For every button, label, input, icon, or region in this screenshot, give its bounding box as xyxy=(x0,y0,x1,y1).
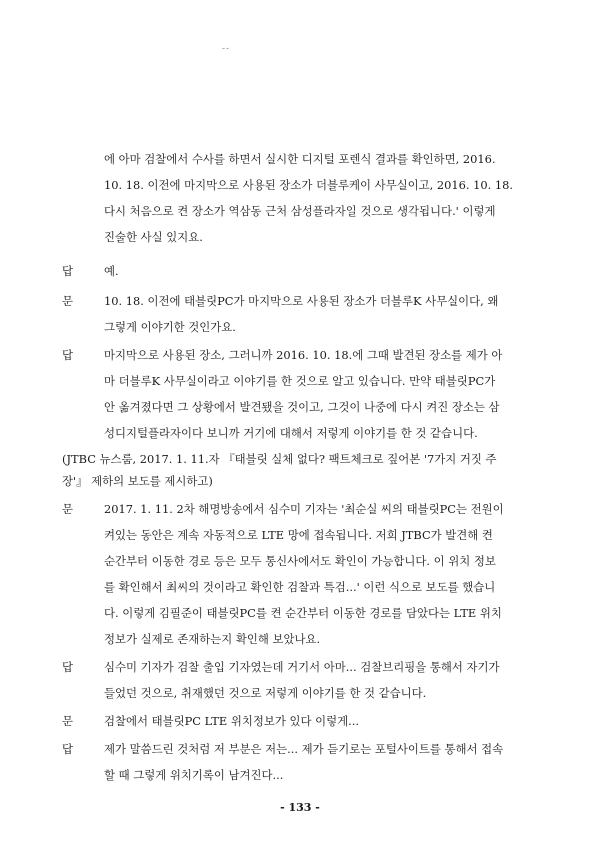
speaker-label: 답 xyxy=(62,660,74,674)
entry-line: 를 확인해서 최씨의 것이라고 확인한 검찰과 특검...' 이런 식으로 보도를 했습니 xyxy=(104,580,496,594)
intro-line: 에 아마 검찰에서 수사를 하면서 실시한 디지털 포렌식 결과를 확인하면, 2016. xyxy=(104,152,496,166)
entry-line: 심수미 기자가 검찰 출입 기자였는데 거기서 아마... 검찰브리핑을 통해서 자기가 xyxy=(104,660,500,674)
entry-line: 켜있는 동안은 계속 자동적으로 LTE 망에 접속됩니다. 저희 JTBC가 발견해 켠 xyxy=(104,528,493,542)
page-number: - 133 - xyxy=(280,801,320,814)
entry-line: 제가 말씀드린 것처럼 저 부분은 저는... 제가 듣기로는 포털사이트를 통해서 접속 xyxy=(104,742,504,756)
speaker-label: 답 xyxy=(62,742,74,756)
speaker-label: 답 xyxy=(62,348,74,362)
entry-line: 성디지털플라자이다 보니까 거기에 대해서 저렇게 이야기를 한 것 같습니다. xyxy=(104,426,478,440)
entry-line: 예. xyxy=(104,264,119,278)
entry-line: 마지막으로 사용된 장소, 그러니까 2016. 10. 18.에 그때 발견된 장소를 제가 아 xyxy=(104,348,503,362)
entry-line: 안 옮겨졌다면 그 상황에서 발견됐을 것이고, 그것이 나중에 다시 켜진 장소는 삼 xyxy=(104,400,500,414)
entry-line: 들었던 것으로, 취재했던 것으로 저렇게 이야기를 한 것 같습니다. xyxy=(104,686,427,700)
entry-line: 순간부터 이동한 경로 등은 모두 통신사에서도 확인이 가능합니다. 이 위치 정보 xyxy=(104,554,496,568)
entry-line: 정보가 실제로 존재하는지 확인해 보았나요. xyxy=(104,632,321,646)
reference-line: (JTBC 뉴스룸, 2017. 1. 11.자 『태블릿 실체 없다? 팩트체크로 짚어본 '7가지 거짓 주 xyxy=(62,452,497,466)
speaker-label: 문 xyxy=(62,714,74,728)
speaker-label: 문 xyxy=(62,502,74,516)
entry-line: 할 때 그렇게 위치기록이 남겨진다... xyxy=(104,768,284,782)
intro-line: 진술한 사실 있지요. xyxy=(104,230,203,244)
entry-line: 다. 이렇게 김필준이 태블릿PC를 켠 순간부터 이동한 경로를 담았다는 LTE 위치 xyxy=(104,606,502,620)
entry-line: 10. 18. 이전에 태블릿PC가 마지막으로 사용된 장소가 더블루K 사무실이다, 왜 xyxy=(104,294,499,308)
entry-line: 검찰에서 태블릿PC LTE 위치정보가 있다 이렇게... xyxy=(104,714,359,728)
intro-line: 다시 처음으로 켠 장소가 역삼동 근처 삼성플라자일 것으로 생각됩니다.' 이렇게 xyxy=(104,204,496,218)
speaker-label: 문 xyxy=(62,294,74,308)
reference-line: 장'』 제하의 보도를 제시하고) xyxy=(62,474,213,488)
entry-line: 마 더블루K 사무실이라고 이야기를 한 것으로 알고 있습니다. 만약 태블릿PC가 xyxy=(104,374,496,388)
entry-line: 그렇게 이야기한 것인가요. xyxy=(104,320,236,334)
intro-line: 10. 18. 이전에 마지막으로 사용된 장소가 더블루케이 사무실이고, 2016. 10. 18. xyxy=(104,178,513,192)
top-mark: -- xyxy=(222,44,231,54)
speaker-label: 답 xyxy=(62,264,74,278)
entry-line: 2017. 1. 11. 2차 해명방송에서 심수미 기자는 '최순실 씨의 태블릿PC는 전원이 xyxy=(104,502,504,516)
